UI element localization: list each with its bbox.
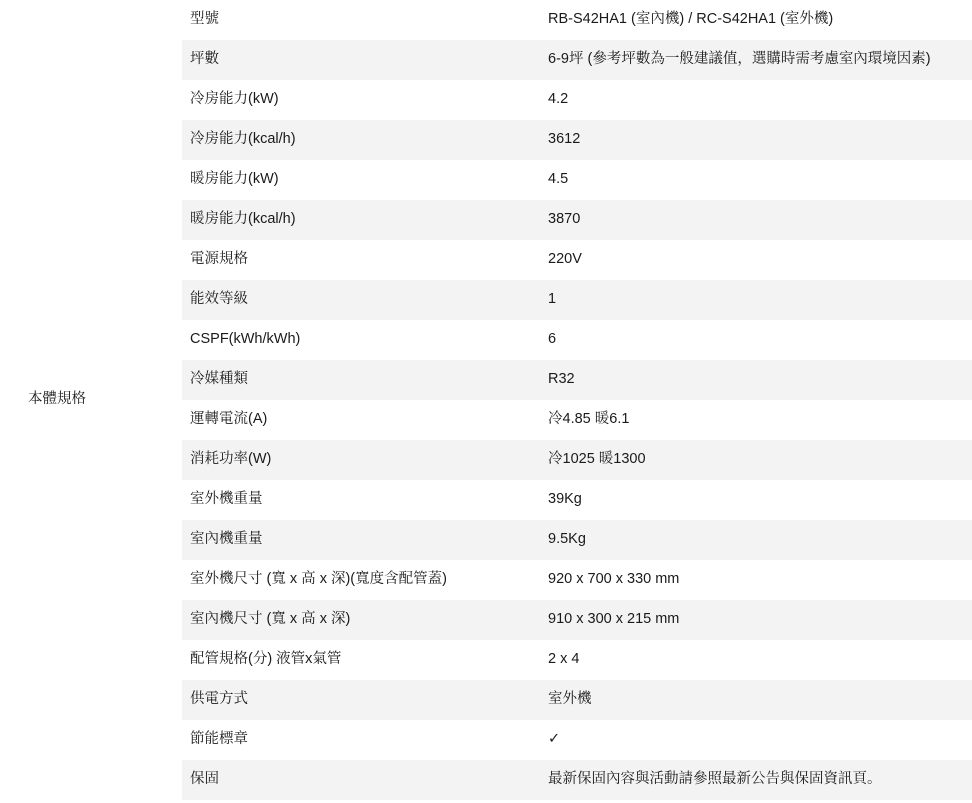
spec-value: 4.5 [548, 160, 972, 200]
spec-label: 能效等級 [182, 280, 548, 320]
spec-value: 3612 [548, 120, 972, 160]
energy-label-check-icon: ✓ [548, 720, 972, 760]
spec-label: 冷房能力(kcal/h) [182, 120, 548, 160]
spec-label: 室內機重量 [182, 520, 548, 560]
spec-label: 冷房能力(kW) [182, 80, 548, 120]
spec-label: 電源規格 [182, 240, 548, 280]
spec-value: 920 x 700 x 330 mm [548, 560, 972, 600]
spec-value: 1 [548, 280, 972, 320]
spec-value: R32 [548, 360, 972, 400]
spec-label: 型號 [182, 0, 548, 40]
spec-value: 冷1025 暖1300 [548, 440, 972, 480]
spec-value: 910 x 300 x 215 mm [548, 600, 972, 640]
spec-label: 節能標章 [182, 720, 548, 760]
spec-label: CSPF(kWh/kWh) [182, 320, 548, 360]
spec-label: 坪數 [182, 40, 548, 80]
spec-label: 運轉電流(A) [182, 400, 548, 440]
spec-value: 6-9坪 (參考坪數為一般建議值，選購時需考慮室內環境因素) [548, 40, 972, 80]
spec-value: 室外機 [548, 680, 972, 720]
spec-label: 室外機尺寸 (寬 x 高 x 深)(寬度含配管蓋) [182, 560, 548, 600]
spec-value: 冷4.85 暖6.1 [548, 400, 972, 440]
spec-label: 配管規格(分) 液管x氣管 [182, 640, 548, 680]
spec-value: 3870 [548, 200, 972, 240]
spec-value: 6 [548, 320, 972, 360]
spec-label: 消耗功率(W) [182, 440, 548, 480]
spec-value: 4.2 [548, 80, 972, 120]
spec-label: 供電方式 [182, 680, 548, 720]
spec-value: 220V [548, 240, 972, 280]
spec-value: 2 x 4 [548, 640, 972, 680]
spec-label: 室內機尺寸 (寬 x 高 x 深) [182, 600, 548, 640]
spec-label: 暖房能力(kW) [182, 160, 548, 200]
spec-label: 暖房能力(kcal/h) [182, 200, 548, 240]
spec-value: 最新保固內容與活動請參照最新公告與保固資訊頁。 [548, 760, 972, 800]
spec-value: RB-S42HA1 (室內機) / RC-S42HA1 (室外機) [548, 0, 972, 40]
spec-value: 9.5Kg [548, 520, 972, 560]
group-label-cell: 本體規格 [0, 0, 182, 800]
spec-label: 室外機重量 [182, 480, 548, 520]
spec-label: 保固 [182, 760, 548, 800]
spec-label: 冷媒種類 [182, 360, 548, 400]
spec-value: 39Kg [548, 480, 972, 520]
table-row [0, 0, 972, 40]
